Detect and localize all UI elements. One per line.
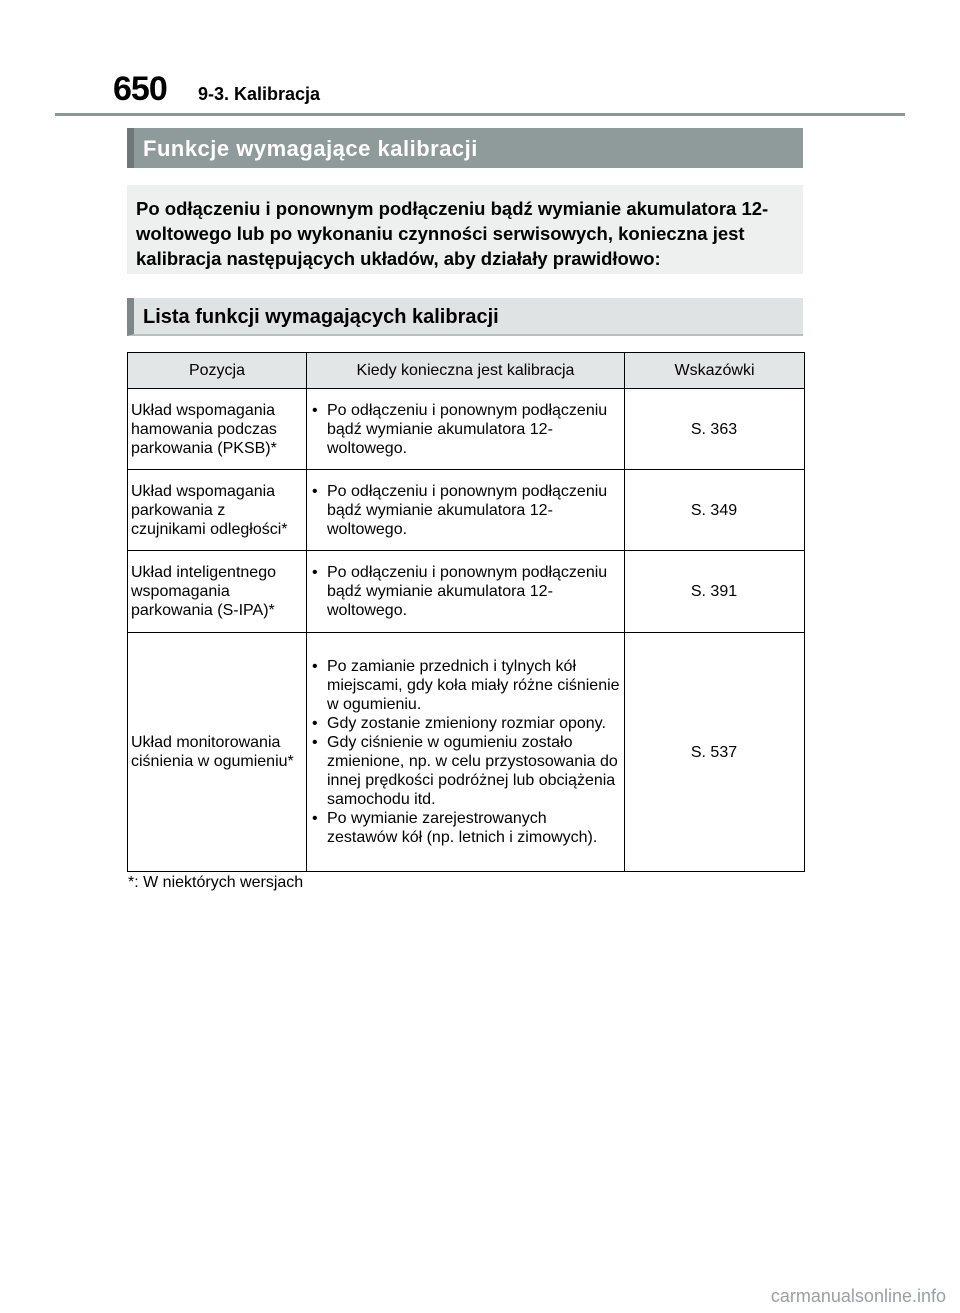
- subsection-title: Lista funkcji wymagających kalibracji: [143, 306, 499, 328]
- list-item: • Po odłączeniu i ponownym podłączeniu bądź wymianie akumulatora 12-woltowego.: [310, 482, 620, 539]
- when-list: [310, 657, 620, 847]
- header-rule: [55, 113, 905, 116]
- column-header-when: Kiedy konieczna jest kalibracja: [307, 353, 625, 389]
- when-list: [310, 401, 620, 458]
- when-cell: [307, 389, 625, 470]
- section-title: Funkcje wymagające kalibracji: [143, 136, 478, 161]
- item-cell: Układ monitorowania ciśnienia w ogumieniu*: [128, 633, 307, 872]
- table-row: [128, 389, 805, 470]
- table-row: [128, 470, 805, 551]
- when-cell: [307, 470, 625, 551]
- list-item: • Po wymianie zarejestrowanych zestawów kół (np. letnich i zimowych).: [310, 809, 620, 847]
- list-item: • Po zamianie przednich i tylnych kół miejscami, gdy koła miały różne ciśnienie w ogumieniu.: [310, 657, 620, 714]
- page-reference: S. 363: [625, 389, 805, 470]
- page-number: 650: [113, 70, 167, 108]
- list-item: • Po odłączeniu i ponownym podłączeniu bądź wymianie akumulatora 12-woltowego.: [310, 401, 620, 458]
- table-row: [128, 551, 805, 633]
- when-list: [310, 563, 620, 620]
- list-item: • Gdy ciśnienie w ogumieniu zostało zmienione, np. w celu przystosowania do innej prędkości podróżnej lub obciążenia samochodu itd.: [310, 733, 620, 809]
- watermark: carmanualsonline.info: [770, 1286, 946, 1306]
- intro-box: Po odłączeniu i ponownym podłączeniu bądź wymianie akumulatora 12-woltowego lub po wykonaniu czynności serwisowych, konieczna jest kalibracja następujących układów, aby działały prawidłowo:: [127, 185, 803, 274]
- item-cell: Układ inteligentnego wspomagania parkowania (S-IPA)*: [128, 551, 307, 633]
- subsection-banner: [127, 298, 803, 336]
- column-header-item: Pozycja: [128, 353, 307, 389]
- calibration-table: [127, 352, 805, 872]
- page-reference: S. 537: [625, 633, 805, 872]
- when-cell: [307, 633, 625, 872]
- column-header-ref: Wskazówki: [625, 353, 805, 389]
- list-item: • Gdy zostanie zmieniony rozmiar opony.: [310, 714, 620, 733]
- list-item: • Po odłączeniu i ponownym podłączeniu bądź wymianie akumulatora 12-woltowego.: [310, 563, 620, 620]
- section-banner: [127, 128, 803, 168]
- when-list: [310, 482, 620, 539]
- item-cell: Układ wspomagania hamowania podczas parkowania (PKSB)*: [128, 389, 307, 470]
- table-header-row: [128, 353, 805, 389]
- footnote: *: W niektórych wersjach: [128, 874, 304, 891]
- table-row: [128, 633, 805, 872]
- when-cell: [307, 551, 625, 633]
- page-reference: S. 349: [625, 470, 805, 551]
- chapter-title: 9-3. Kalibracja: [198, 84, 321, 104]
- page-reference: S. 391: [625, 551, 805, 633]
- item-cell: Układ wspomagania parkowania z czujnikami odległości*: [128, 470, 307, 551]
